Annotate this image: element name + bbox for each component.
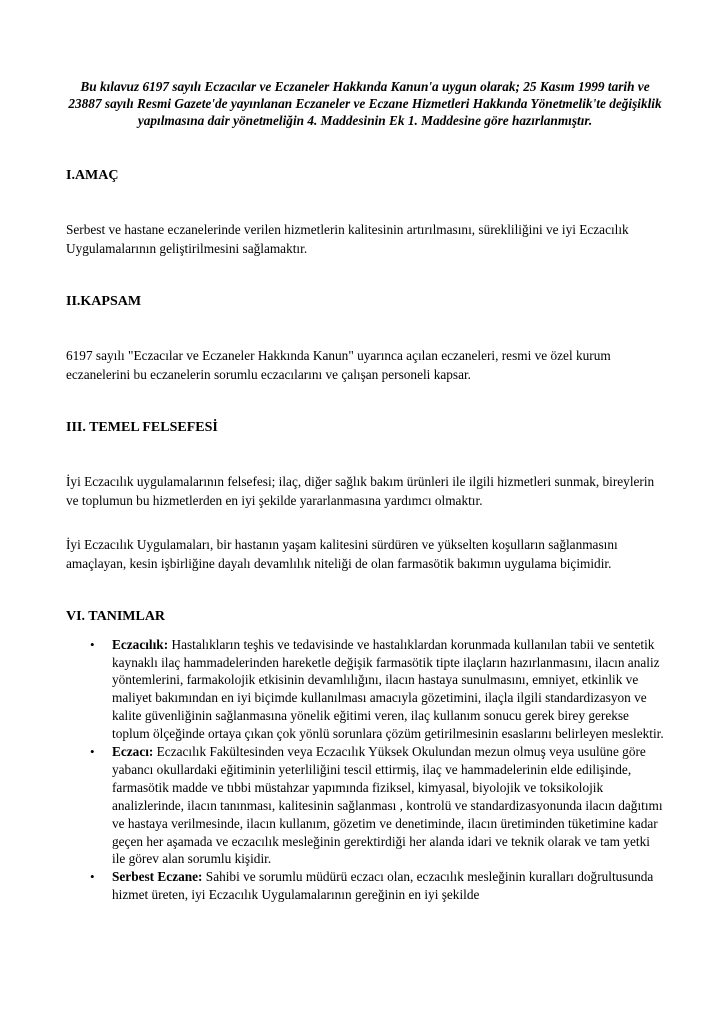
definition-text: Sahibi ve sorumlu müdürü eczacı olan, eczacılık mesleğinin kuralları doğrultusunda hizmet üreten, iyi Eczacılık Uygulamalarının gereğinin en iyi şekilde xyxy=(112,869,654,903)
definition-item-eczaci xyxy=(66,743,664,868)
section-heading-kapsam: II.KAPSAM xyxy=(66,293,142,309)
definition-term: Serbest Eczane: xyxy=(112,869,203,885)
definition-item-serbest-eczane xyxy=(66,868,664,904)
definition-text: Eczacılık Fakültesinden veya Eczacılık Yüksek Okulundan mezun olmuş veya usulüne göre yabancı okullardaki eğitiminin yeterliliğini tescil ettirmiş, ilaç ve hammadelerinin elde edilişinde, farmasötik madde ve tıbbi müstahzar yapımında fiziksel, kimyasal, biyolojik ve toksikolojik analizlerinde, ilacın tanınması, kalitesinin sağlanması , kontrolü ve standardizasyonunda ilacın dağıtımı ve hastaya verilmesinde, ilacın kullanım, gözetim ve denetiminde, ilacın üretiminden tüketimine kadar geçen her aşamada ve eczacılık mesleğinin gerektirdiği her alanda idari ve teknik olarak ve tam yetki ile görev alan sorumlu kişidir. xyxy=(112,744,663,867)
bullet-icon: • xyxy=(90,636,95,652)
section-text-felsefe-2: İyi Eczacılık Uygulamaları, bir hastanın yaşam kalitesini sürdüren ve yükselten koşulların sağlanmasını amaçlayan, kesin işbirliğine dayalı devamlılık niteliği de olan farmasötik bakımın uygulama biçimidir. xyxy=(66,536,618,571)
definition-term: Eczacı: xyxy=(112,744,154,760)
section-heading-felsefe: III. TEMEL FELSEFESİ xyxy=(66,419,218,435)
intro-note: Bu kılavuz 6197 sayılı Eczacılar ve Eczaneler Hakkında Kanun'a uygun olarak; 25 Kasım 1999 tarih ve 23887 sayılı Resmi Gazete'de yayınlanan Eczaneler ve Eczane Hizmetleri Hakkında Yönetmelik'te değişiklik yapılmasına dair yönetmeliğin 4. Maddesinin Ek 1. Maddesine göre hazırlanmıştır. xyxy=(68,79,662,129)
section-heading-amac: I.AMAÇ xyxy=(66,167,119,183)
definition-item-eczacilik xyxy=(66,636,664,743)
definitions-list xyxy=(66,636,664,905)
document-page xyxy=(66,0,664,904)
section-text-amac: Serbest ve hastane eczanelerinde verilen hizmetlerin kalitesinin artırılmasını, sürekliliğini ve iyi Eczacılık Uygulamalarının geliştirilmesini sağlamaktır. xyxy=(66,221,629,256)
definition-term: Eczacılık: xyxy=(112,636,169,652)
section-heading-tanimlar: VI. TANIMLAR xyxy=(66,608,166,624)
bullet-icon: • xyxy=(90,744,95,760)
definition-text: Hastalıkların teşhis ve tedavisinde ve hastalıklardan korunmada kullanılan tabii ve sentetik kaynaklı ilaç hammadelerinden hareketle değişik farmasötik tipte ilaçların hazırlanmasını, ilacın analiz yöntemlerini, farmakolojik etkisinin devamlılığını, ilacın hastaya sunulmasını, emniyet, etkinlik ve maliyet bakımından en iyi biçimde kullanılması amacıyla gözetimini, ilaçla ilgili standardizasyon ve kalite güvenliğinin sağlanmasına yönelik eğitimi veren, ilaç kullanım sonucu gerek birey gerekse toplum ölçeğinde ortaya çıkan çok yönlü sorunlara çözüm getirilmesinin esaslarını belirleyen meslektir. xyxy=(112,636,664,742)
section-text-felsefe-1: İyi Eczacılık uygulamalarının felsefesi; ilaç, diğer sağlık bakım ürünleri ile ilgili hizmetleri sunmak, bireylerin ve toplumun bu hizmetlerden en iyi şekilde yararlanmasına yardımcı olmaktır. xyxy=(66,473,655,508)
section-text-kapsam: 6197 sayılı "Eczacılar ve Eczaneler Hakkında Kanun" uyarınca açılan eczaneleri, resmi ve özel kurum eczanelerini bu eczanelerin sorumlu eczacılarını ve çalışan personeli kapsar. xyxy=(66,347,611,382)
bullet-icon: • xyxy=(90,869,95,885)
